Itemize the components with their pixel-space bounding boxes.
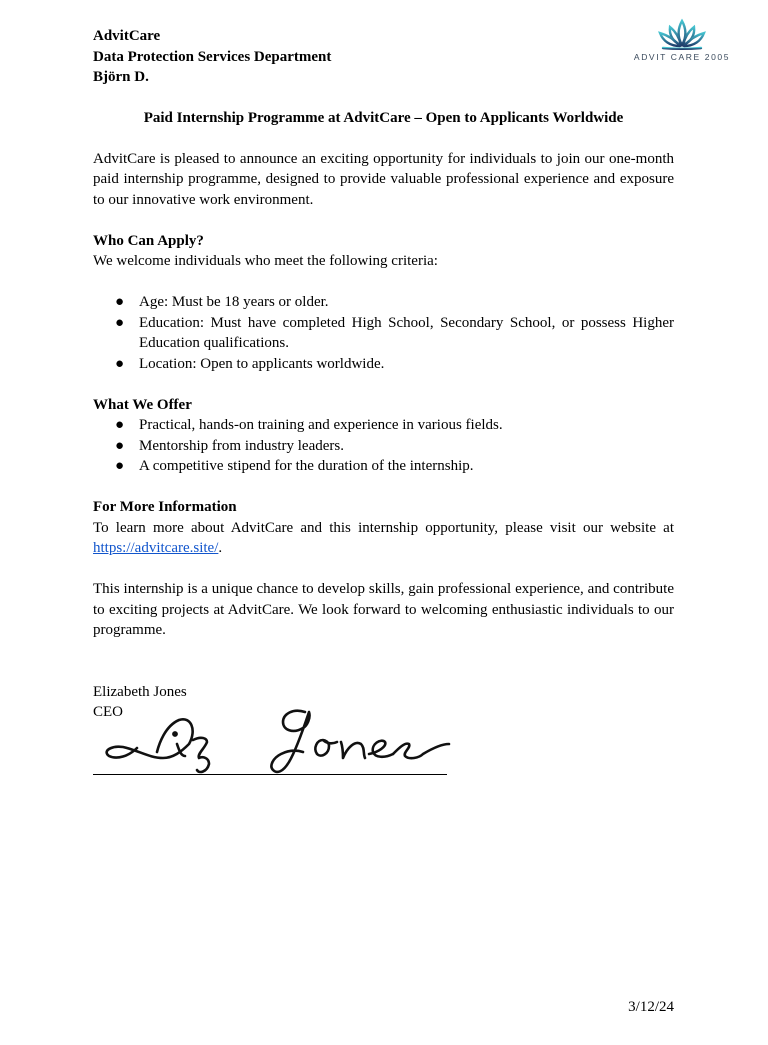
signatory-name: Elizabeth Jones — [93, 683, 187, 700]
sender-company: AdvitCare — [93, 28, 161, 44]
bullet-icon: ● — [115, 294, 125, 310]
more-info-heading: For More Information — [93, 499, 237, 515]
intro-paragraph: AdvitCare is pleased to announce an exciting opportunity for individuals to join our one-month paid internship programme, designed to provide valuable professional experience and exposure to our innovative work environment. — [93, 150, 674, 208]
list-item: ● Education: Must have completed High School, Secondary School, or possess Higher Education qualifications. — [115, 314, 674, 351]
signature-line — [93, 774, 447, 775]
who-heading: Who Can Apply? — [93, 232, 204, 249]
letter-title: Paid Internship Programme at AdvitCare – Open to Applicants Worldwide — [143, 109, 624, 126]
offer-heading: What We Offer — [93, 396, 192, 413]
logo-text: ADVIT CARE 2005 — [633, 52, 731, 62]
list-item: ● Mentorship from industry leaders. — [93, 436, 674, 457]
letter-body — [93, 26, 674, 723]
list-item: ● Practical, hands-on training and experience in various fields. — [93, 415, 674, 436]
sender-person: Björn D. — [93, 69, 149, 85]
list-item: ● Location: Open to applicants worldwide. — [93, 354, 674, 375]
website-link[interactable]: https://advitcare.site/ — [93, 540, 219, 556]
who-list — [93, 292, 674, 374]
list-item: ● Age: Must be 18 years or older. — [93, 292, 674, 313]
signatory-role: CEO — [93, 704, 123, 720]
sender-block — [93, 26, 674, 88]
handwritten-signature — [93, 700, 513, 780]
bullet-icon: ● — [115, 417, 125, 433]
who-lead: We welcome individuals who meet the following criteria: — [93, 253, 438, 269]
more-info-section — [93, 497, 674, 559]
document-date: 3/12/24 — [628, 999, 674, 1015]
more-info-text: To learn more about AdvitCare and this internship opportunity, please visit our website at https://advitcare.site/. — [93, 519, 674, 556]
bullet-icon: ● — [115, 355, 125, 372]
offer-list — [93, 415, 674, 477]
bullet-icon: ● — [115, 458, 125, 474]
offer-section — [93, 395, 674, 477]
bullet-icon: ● — [115, 437, 125, 454]
bullet-icon: ● — [115, 314, 125, 331]
who-section — [93, 231, 674, 375]
closing-paragraph: This internship is a unique chance to develop skills, gain professional experience, and contribute to exciting projects at AdvitCare. We look forward to welcoming enthusiastic individuals to our programme. — [93, 581, 674, 638]
sender-department: Data Protection Services Department — [93, 48, 332, 65]
list-item: ● A competitive stipend for the duration of the internship. — [93, 456, 674, 477]
